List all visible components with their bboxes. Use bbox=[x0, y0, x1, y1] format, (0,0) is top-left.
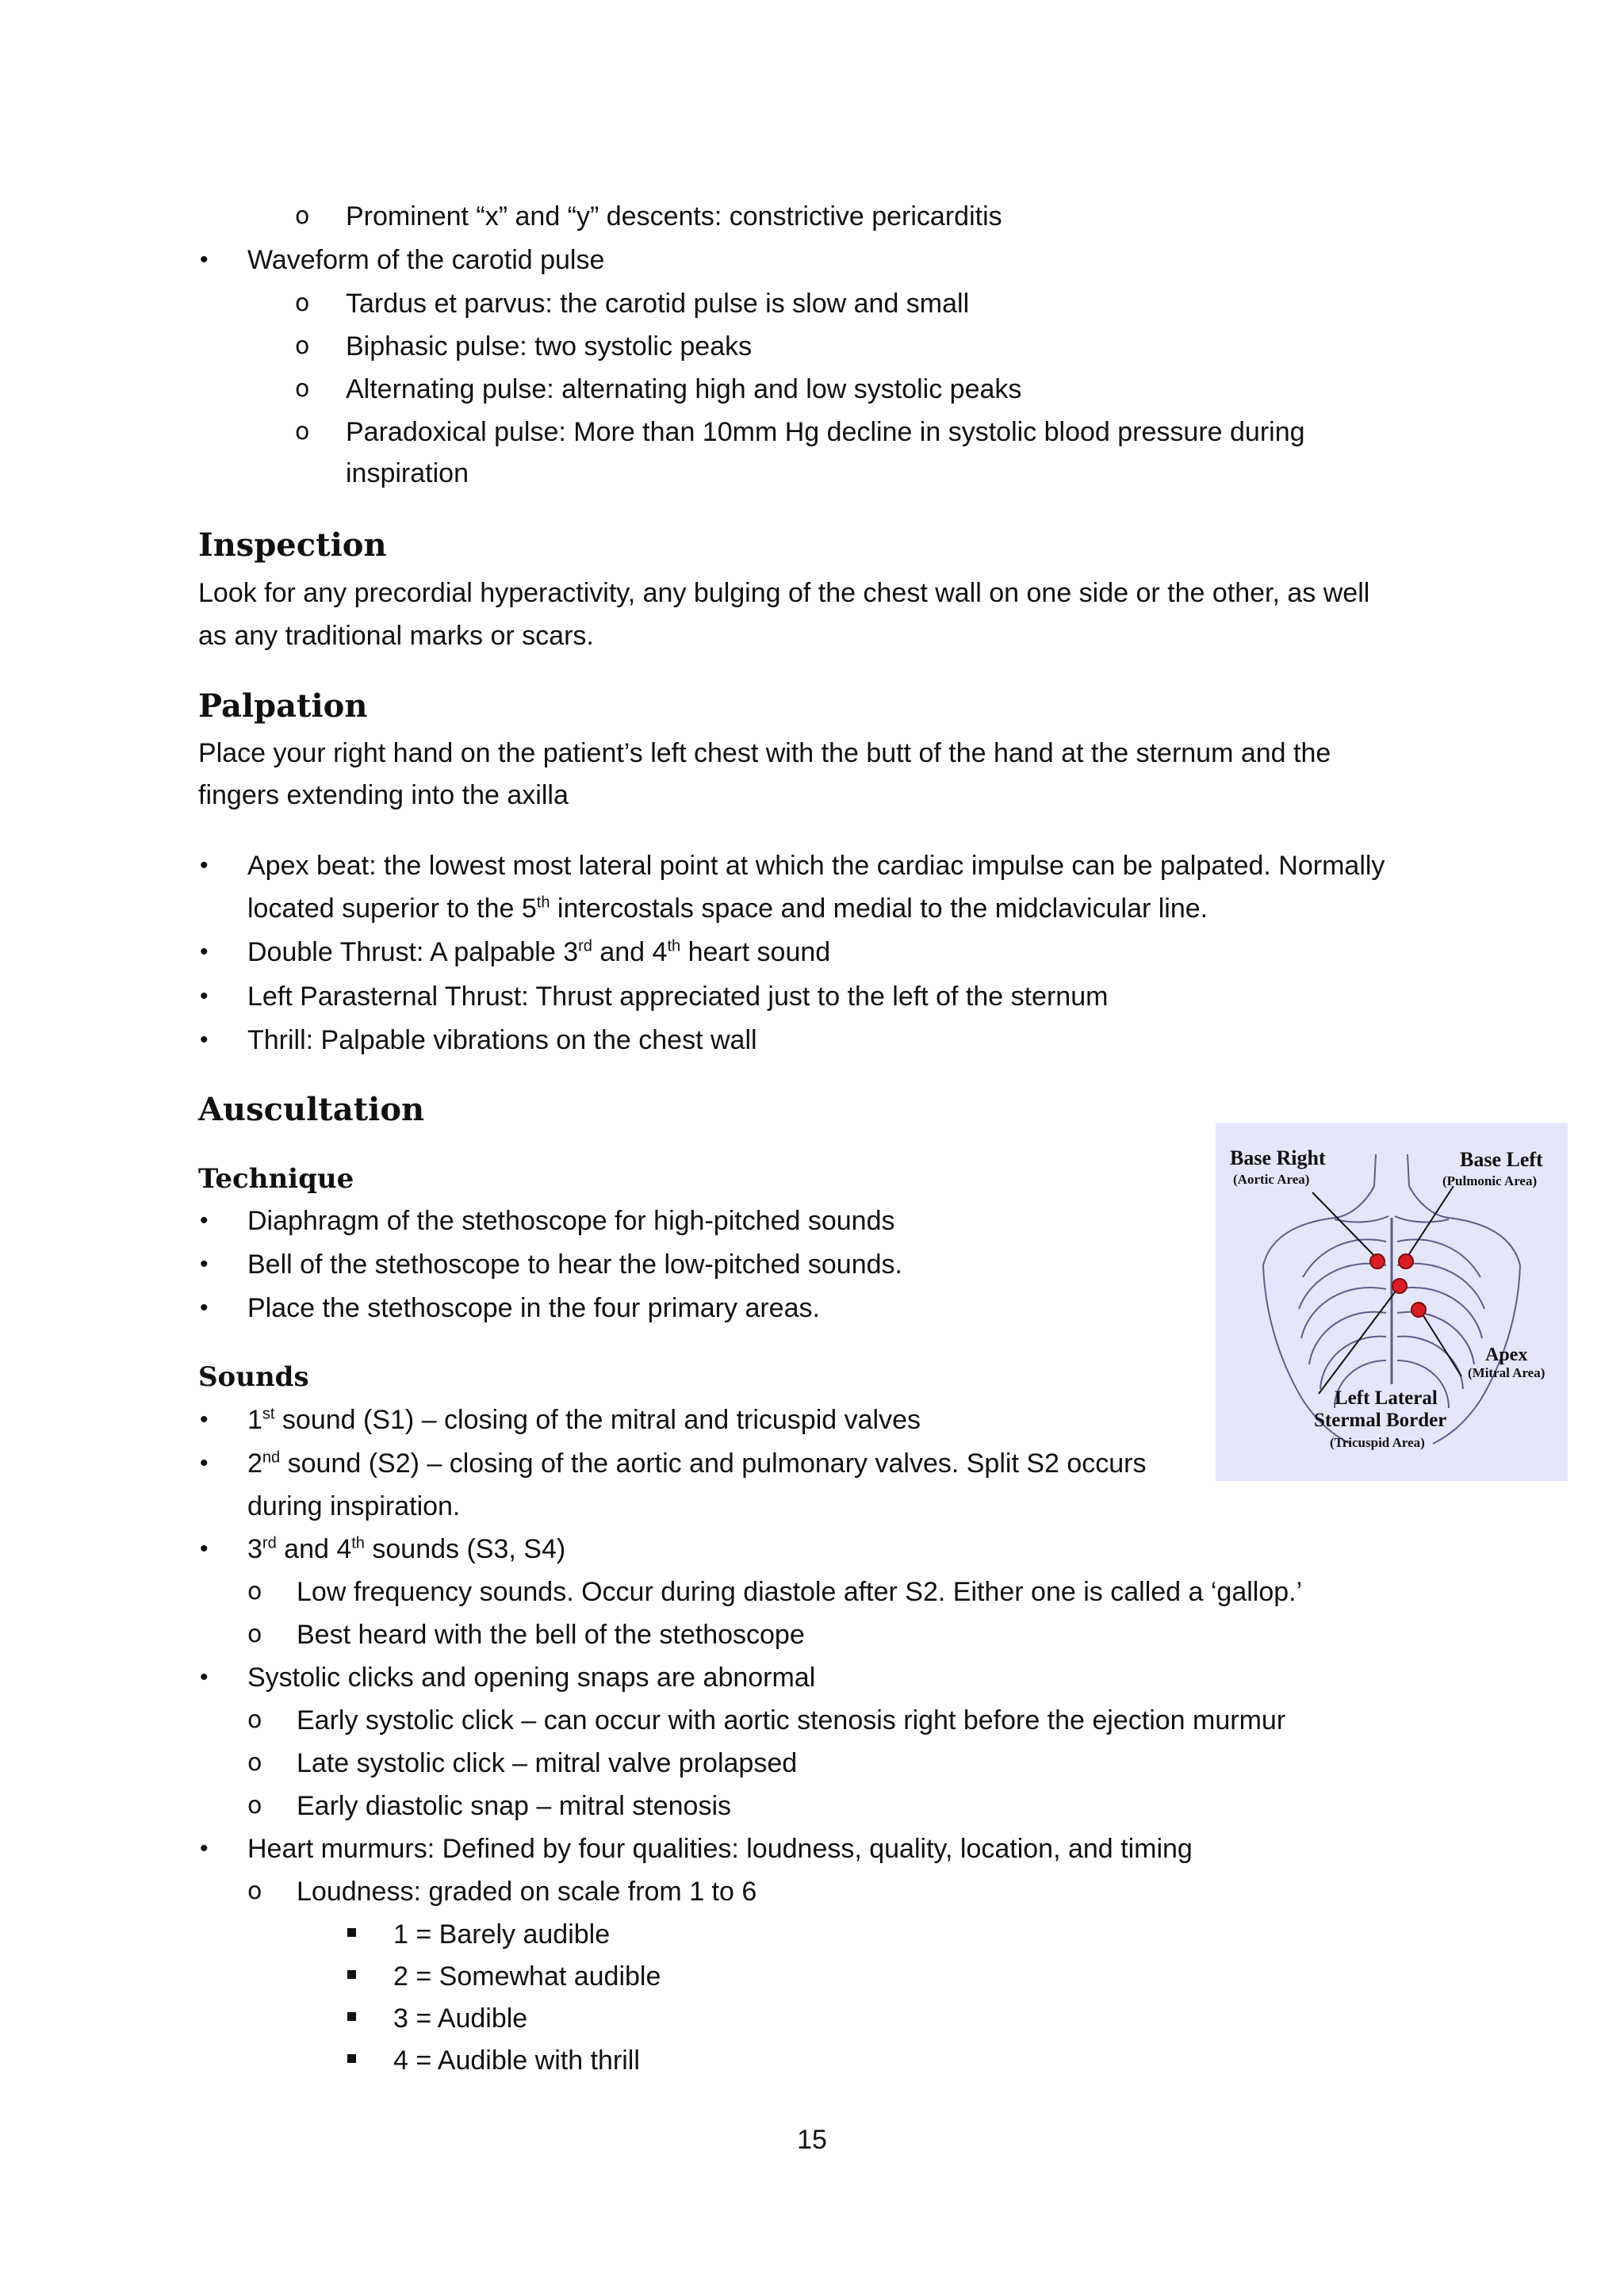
bullet: • bbox=[200, 983, 209, 1009]
subheading-technique: Technique bbox=[198, 1163, 354, 1195]
list-item: Bell of the stethoscope to hear the low-pitched sounds. bbox=[247, 1249, 902, 1280]
paragraph-line: as any traditional marks or scars. bbox=[198, 621, 594, 651]
list-item: Loudness: graded on scale from 1 to 6 bbox=[297, 1877, 757, 1907]
label-left-lateral: Left Lateral bbox=[1335, 1387, 1438, 1409]
bullet: • bbox=[200, 852, 209, 878]
list-item: Thrill: Palpable vibrations on the chest wall bbox=[247, 1025, 757, 1055]
square-bullet bbox=[347, 2012, 356, 2021]
auscultation-areas-figure bbox=[1216, 1123, 1568, 1481]
section-heading-palpation: Palpation bbox=[198, 687, 368, 725]
list-item: Diaphragm of the stethoscope for high-pitched sounds bbox=[247, 1206, 895, 1236]
label-sternal-border: Stermal Border bbox=[1314, 1410, 1447, 1431]
bullet: • bbox=[200, 1207, 209, 1234]
sub-bullet: o bbox=[295, 418, 310, 446]
list-item: 1 = Barely audible bbox=[393, 1919, 611, 1950]
list-item: Early diastolic snap – mitral stenosis bbox=[297, 1791, 732, 1821]
list-item: Double Thrust: A palpable 3rd and 4th heart sound bbox=[247, 937, 831, 967]
bullet: • bbox=[200, 1664, 209, 1690]
square-bullet bbox=[347, 1970, 356, 1979]
bullet: • bbox=[200, 1406, 209, 1433]
label-pulmonic-area: (Pulmonic Area) bbox=[1442, 1173, 1538, 1188]
sub-bullet: o bbox=[295, 375, 310, 403]
list-item: Biphasic pulse: two systolic peaks bbox=[346, 331, 753, 362]
square-bullet bbox=[347, 1928, 356, 1937]
section-heading-inspection: Inspection bbox=[198, 526, 387, 564]
list-item: Heart murmurs: Defined by four qualities: loudness, quality, location, and timing bbox=[247, 1834, 1193, 1864]
list-item: Low frequency sounds. Occur during diastole after S2. Either one is called a ‘gallop.’ bbox=[297, 1577, 1303, 1607]
sub-bullet: o bbox=[247, 1578, 262, 1605]
bullet: • bbox=[200, 1835, 209, 1862]
list-item: 2 = Somewhat audible bbox=[393, 1961, 661, 1992]
bullet: • bbox=[200, 1251, 209, 1277]
sub-bullet: o bbox=[295, 289, 310, 317]
sub-bullet: o bbox=[247, 1877, 262, 1905]
section-heading-auscultation: Auscultation bbox=[198, 1091, 425, 1128]
list-item: 4 = Audible with thrill bbox=[393, 2045, 640, 2076]
paragraph-line: Look for any precordial hyperactivity, any bulging of the chest wall on one side or the other, as well bbox=[198, 578, 1370, 608]
list-item-continuation: located superior to the 5th intercostals space and medial to the midclavicular line. bbox=[247, 894, 1208, 924]
list-item: Place the stethoscope in the four primary areas. bbox=[247, 1293, 820, 1323]
bullet: • bbox=[200, 939, 209, 965]
list-item: 2nd sound (S2) – closing of the aortic and pulmonary valves. Split S2 occurs bbox=[247, 1448, 1147, 1479]
label-tricuspid-area: (Tricuspid Area) bbox=[1330, 1435, 1425, 1450]
bullet: • bbox=[200, 1027, 209, 1053]
paragraph-line: Place your right hand on the patient’s left chest with the butt of the hand at the sternum and the bbox=[198, 738, 1331, 768]
list-item: 3rd and 4th sounds (S3, S4) bbox=[247, 1534, 566, 1564]
list-item: Late systolic click – mitral valve prolapsed bbox=[297, 1748, 798, 1778]
list-item-continuation: during inspiration. bbox=[247, 1491, 461, 1521]
aortic-point bbox=[1370, 1254, 1385, 1269]
list-item: 1st sound (S1) – closing of the mitral and tricuspid valves bbox=[247, 1405, 921, 1435]
sub-bullet: o bbox=[295, 202, 310, 230]
label-base-right: Base Right bbox=[1230, 1146, 1326, 1169]
bullet: • bbox=[200, 247, 209, 273]
sub-bullet: o bbox=[247, 1792, 262, 1820]
pulmonic-point bbox=[1399, 1254, 1413, 1269]
list-item: Left Parasternal Thrust: Thrust appreciated just to the left of the sternum bbox=[247, 982, 1109, 1012]
label-aortic-area: (Aortic Area) bbox=[1233, 1172, 1310, 1187]
list-item: Early systolic click – can occur with aortic stenosis right before the ejection murmur bbox=[297, 1705, 1286, 1735]
list-item: Waveform of the carotid pulse bbox=[247, 245, 605, 275]
list-item: Tardus et parvus: the carotid pulse is slow and small bbox=[346, 289, 970, 319]
tricuspid-point bbox=[1392, 1279, 1407, 1293]
bullet: • bbox=[200, 1450, 209, 1476]
bullet: • bbox=[200, 1295, 209, 1321]
list-item: Prominent “x” and “y” descents: constrictive pericarditis bbox=[346, 201, 1002, 232]
label-apex: Apex bbox=[1485, 1345, 1528, 1365]
list-item: Best heard with the bell of the stethoscope bbox=[297, 1620, 805, 1650]
sub-bullet: o bbox=[247, 1749, 262, 1777]
paragraph-line: fingers extending into the axilla bbox=[198, 780, 569, 810]
sub-bullet: o bbox=[247, 1706, 262, 1734]
subheading-sounds: Sounds bbox=[198, 1361, 309, 1393]
mitral-point bbox=[1411, 1303, 1426, 1317]
list-item: 3 = Audible bbox=[393, 2003, 528, 2034]
sub-bullet: o bbox=[247, 1621, 262, 1648]
list-item: Paradoxical pulse: More than 10mm Hg decline in systolic blood pressure during bbox=[346, 417, 1305, 447]
label-mitral-area: (Mitral Area) bbox=[1468, 1365, 1545, 1380]
label-base-left: Base Left bbox=[1460, 1148, 1543, 1171]
sub-bullet: o bbox=[295, 332, 310, 360]
square-bullet bbox=[347, 2054, 356, 2063]
page-number: 15 bbox=[797, 2125, 827, 2155]
list-item: Systolic clicks and opening snaps are abnormal bbox=[247, 1663, 816, 1693]
bullet: • bbox=[200, 1536, 209, 1562]
list-item: Apex beat: the lowest most lateral point at which the cardiac impulse can be palpated. Normally bbox=[247, 851, 1385, 881]
list-item: Alternating pulse: alternating high and low systolic peaks bbox=[346, 374, 1022, 404]
list-item-continuation: inspiration bbox=[346, 458, 469, 488]
